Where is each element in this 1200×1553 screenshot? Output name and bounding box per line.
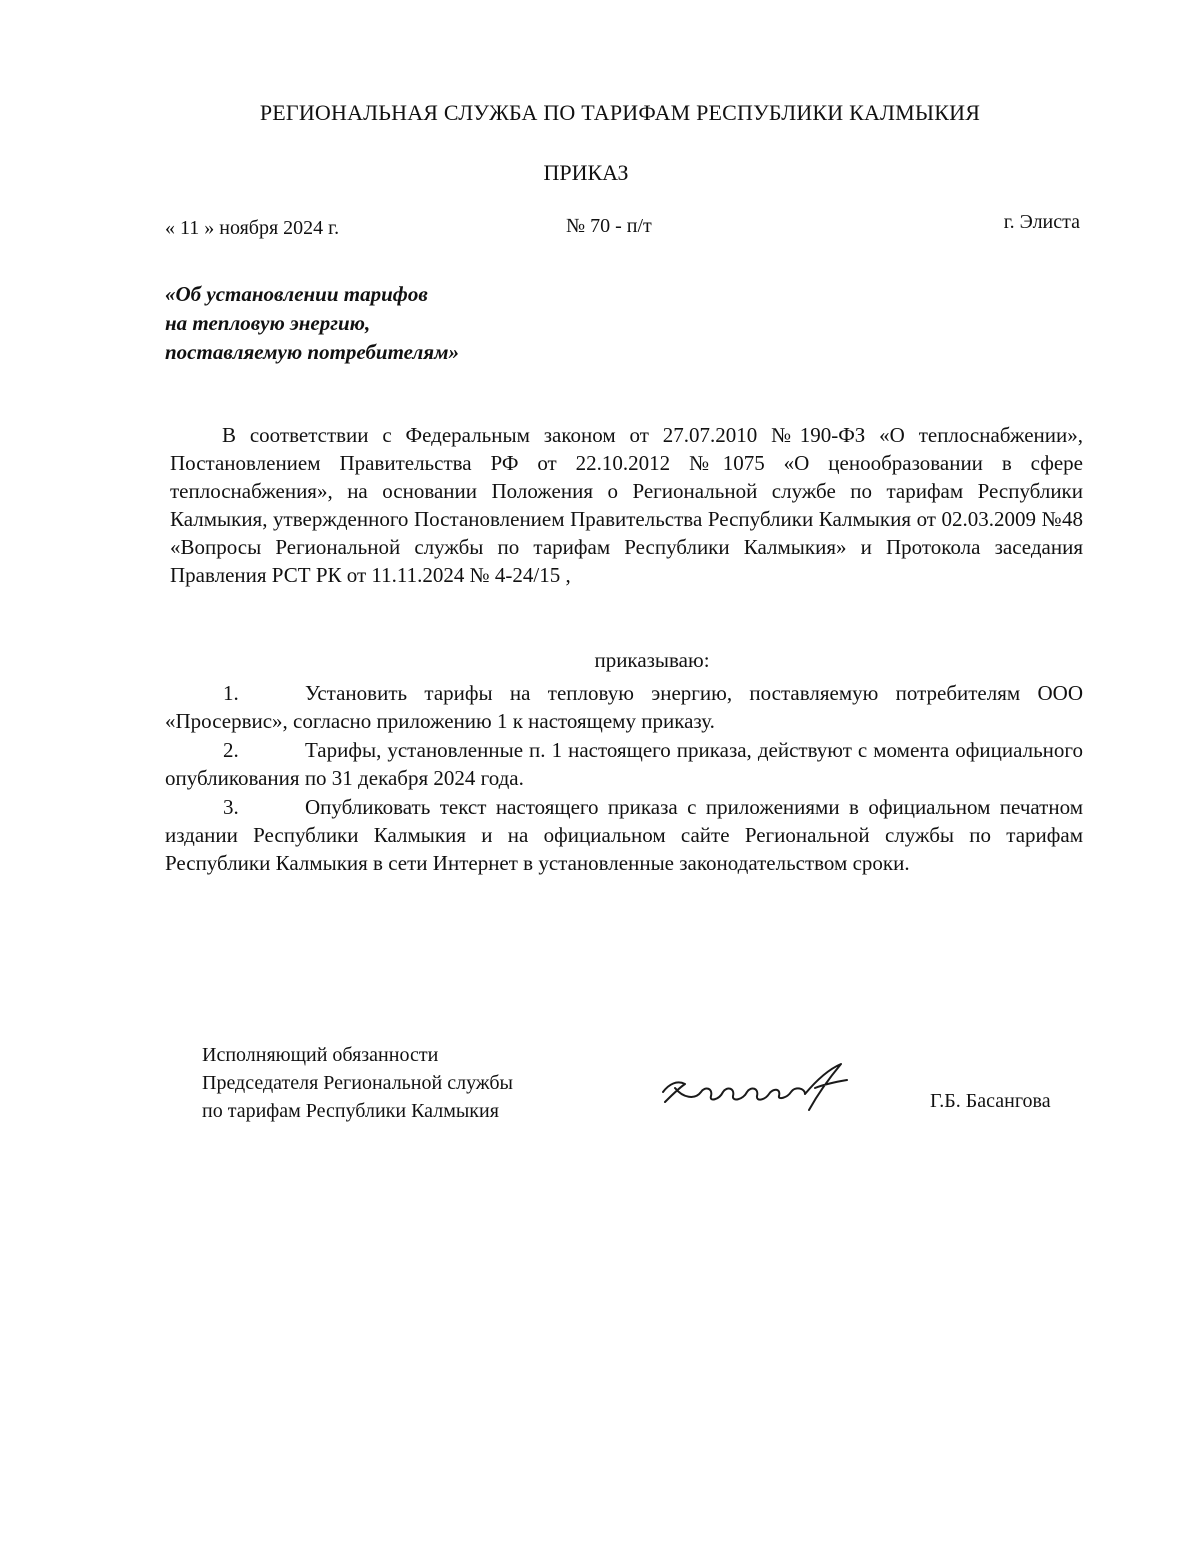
order-subject — [165, 280, 459, 367]
decree-word: приказываю: — [594, 648, 710, 672]
subject-line: «Об установлении тарифов — [165, 282, 428, 306]
handwritten-signature — [655, 1058, 855, 1118]
order-item — [165, 736, 1083, 792]
signatory-line: Председателя Региональной службы — [202, 1072, 513, 1094]
date-number-line — [165, 211, 1080, 245]
item-number: 2. — [223, 738, 239, 762]
order-number: № 70 - п/т — [566, 215, 652, 237]
signatory-position — [202, 1041, 513, 1125]
signatory-line: по тарифам Республики Калмыкия — [202, 1100, 499, 1122]
order-date: « 11 » ноября 2024 г. — [165, 217, 340, 239]
item-number: 3. — [223, 795, 239, 819]
subject-line: на тепловую энергию, — [165, 311, 371, 335]
organization-heading: РЕГИОНАЛЬНАЯ СЛУЖБА ПО ТАРИФАМ РЕСПУБЛИКИ КАЛМЫКИЯ — [259, 100, 981, 125]
signatory-name: Г.Б. Басангова — [930, 1090, 1051, 1112]
item-text: Опубликовать текст настоящего приказа с приложениями в официальном печатном издании Республики Калмыкия и на официальном сайте Региональной службы по тарифам Республики Калмыкия в сети Интернет в установленные законодательством сроки. — [165, 795, 1083, 875]
order-item — [165, 793, 1083, 877]
item-text: Установить тарифы на тепловую энергию, поставляемую потребителям ООО «Просервис», согласно приложению 1 к настоящему приказу. — [165, 681, 1083, 733]
document-type-title: ПРИКАЗ — [543, 160, 629, 185]
item-text: Тарифы, установленные п. 1 настоящего приказа, действуют с момента официального опубликования по 31 декабря 2024 года. — [165, 738, 1083, 790]
preamble-paragraph: В соответствии с Федеральным законом от 27.07.2010 №190-ФЗ «О теплоснабжении», Постановлением Правительства РФ от 22.10.2012 №1075 «О ценообразовании в сфере теплоснабжения», на основании Положения о Региональной службе по тарифам Республики Калмыкия, утвержденного Постановлением Правительства Республики Калмыкия от 02.03.2009 №48 «Вопросы Региональной службы по тарифам Республики Калмыкия» и Протокола заседания Правления РСТ РК от 11.11.2024 № 4-24/15 , — [170, 423, 1083, 587]
item-number: 1. — [223, 681, 239, 705]
subject-line: поставляемую потребителям» — [165, 340, 459, 364]
order-items — [165, 679, 1083, 878]
order-item — [165, 679, 1083, 735]
signatory-line: Исполняющий обязанности — [202, 1044, 439, 1066]
order-city: г. Элиста — [1003, 211, 1080, 233]
